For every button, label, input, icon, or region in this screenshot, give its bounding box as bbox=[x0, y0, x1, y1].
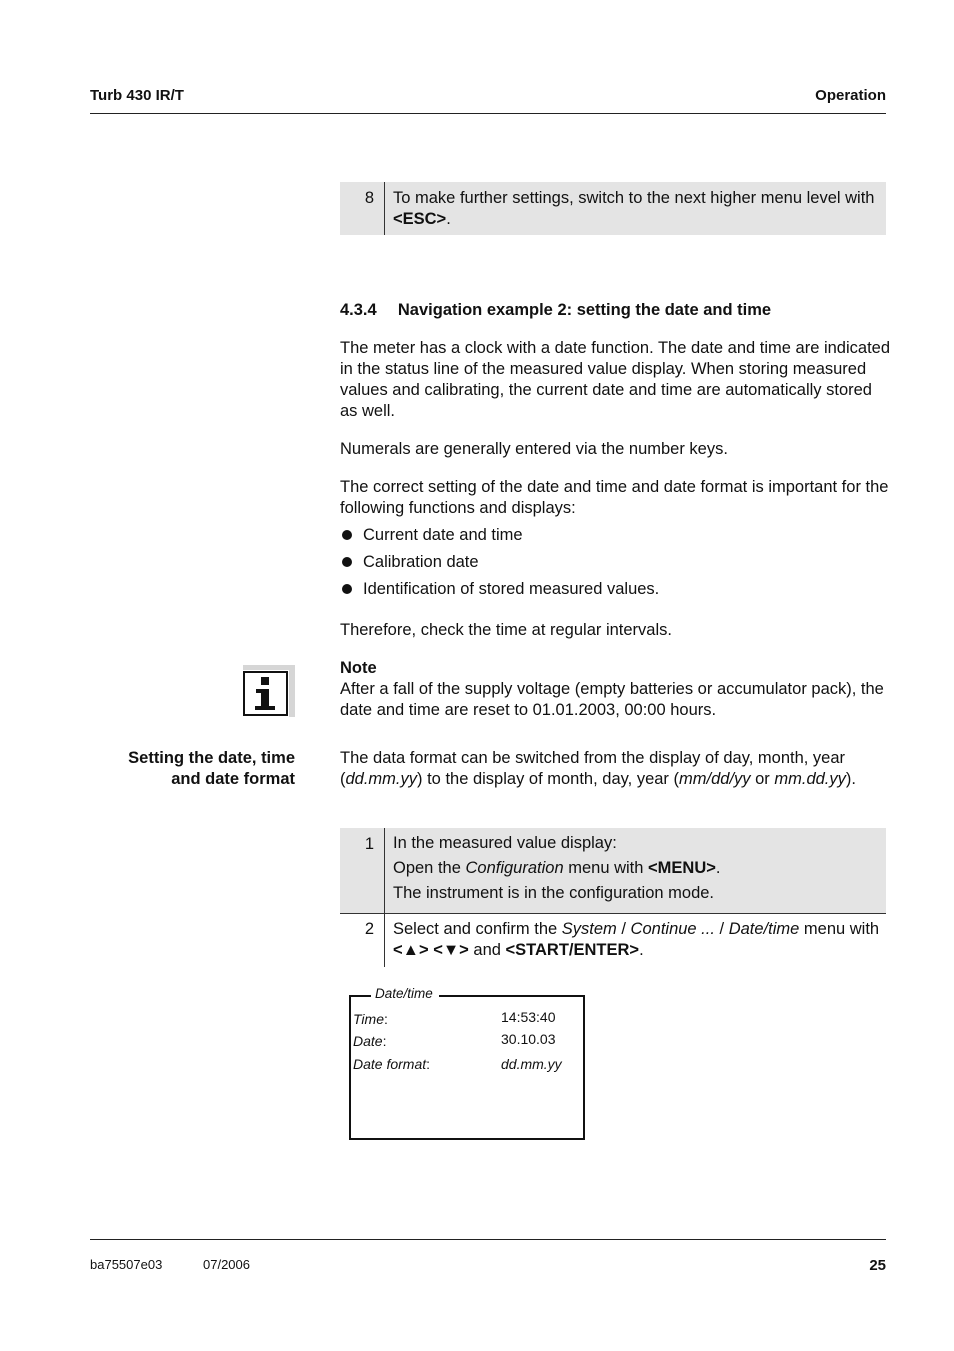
step-number: 8 bbox=[364, 189, 374, 207]
footer-date: 07/2006 bbox=[203, 1257, 250, 1272]
page-number: 25 bbox=[869, 1257, 886, 1274]
footer-rule bbox=[90, 1239, 886, 1240]
paragraph-clock: The meter has a clock with a date function. The date and time are indicated in the status line of the measured value display. When storing measured values and calibrating, the current date and time are automatically stored as well. bbox=[340, 339, 891, 420]
step-text: Select and confirm the System / Continue ... / Date/time menu with <▲> <▼> and <START/ENTER>. bbox=[393, 920, 880, 959]
display-value-date-format: dd.mm.yy bbox=[501, 1056, 562, 1072]
section-title: Navigation example 2: setting the date and time bbox=[397, 301, 772, 319]
key-menu: <MENU> bbox=[648, 859, 716, 877]
paragraph-numerals: Numerals are generally entered via the number keys. bbox=[340, 440, 728, 458]
list-item: Identification of stored measured values. bbox=[340, 579, 886, 606]
step-number: 1 bbox=[364, 835, 374, 853]
display-value-time: 14:53:40 bbox=[501, 1009, 556, 1025]
date-time-display bbox=[349, 986, 585, 1140]
step-table-1-2 bbox=[340, 828, 886, 967]
step-table-8 bbox=[340, 182, 886, 235]
key-down: <▼> bbox=[433, 941, 469, 959]
bullet-icon bbox=[342, 530, 352, 540]
step-number: 2 bbox=[364, 920, 374, 938]
step-divider bbox=[384, 182, 385, 235]
paragraph-importance: The correct setting of the date and time and date format is important for the following functions and displays: bbox=[340, 478, 889, 517]
list-item: Calibration date bbox=[340, 552, 886, 579]
paragraph-date-format: The data format can be switched from the display of day, month, year (dd.mm.yy) to the display of month, day, year (mm/dd/yy or mm.dd.yy). bbox=[340, 749, 856, 788]
header-section: Operation bbox=[815, 87, 886, 104]
key-up: <▲> bbox=[393, 941, 429, 959]
step-row-8 bbox=[340, 182, 886, 235]
key-esc: <ESC> bbox=[393, 210, 447, 228]
list-item: Current date and time bbox=[340, 525, 886, 552]
side-heading: Setting the date, time and date format bbox=[128, 749, 295, 788]
bullet-list bbox=[340, 525, 886, 606]
footer-doc-id: ba75507e03 bbox=[90, 1257, 163, 1272]
paragraph-check-time: Therefore, check the time at regular intervals. bbox=[340, 621, 672, 639]
display-label-date-format: Date format: bbox=[353, 1056, 431, 1072]
bullet-icon bbox=[342, 557, 352, 567]
step-text: In the measured value display: Open the Configuration menu with <MENU>. The instrument is in the configuration mode. bbox=[393, 834, 721, 902]
header-product: Turb 430 IR/T bbox=[90, 87, 184, 104]
step-text: To make further settings, switch to the next higher menu level with <ESC>. bbox=[393, 189, 875, 228]
header-rule bbox=[90, 113, 886, 114]
display-label-time: Time: bbox=[353, 1011, 388, 1027]
info-icon bbox=[243, 665, 295, 717]
note-title: Note bbox=[340, 659, 377, 677]
step-row-1 bbox=[340, 828, 886, 914]
section-heading bbox=[340, 301, 771, 320]
section-number: 4.3.4 bbox=[340, 301, 377, 319]
step-divider bbox=[384, 914, 385, 967]
display-value-date: 30.10.03 bbox=[501, 1031, 556, 1047]
bullet-icon bbox=[342, 584, 352, 594]
step-divider bbox=[384, 828, 385, 913]
display-label-date: Date: bbox=[353, 1033, 387, 1049]
step-row-2 bbox=[340, 914, 886, 967]
display-title: Date/time bbox=[371, 985, 439, 1003]
note-text: After a fall of the supply voltage (empty batteries or accumulator pack), the date and time are reset to 01.01.2003, 00:00 hours. bbox=[340, 680, 884, 719]
key-start-enter: <START/ENTER> bbox=[505, 941, 640, 959]
